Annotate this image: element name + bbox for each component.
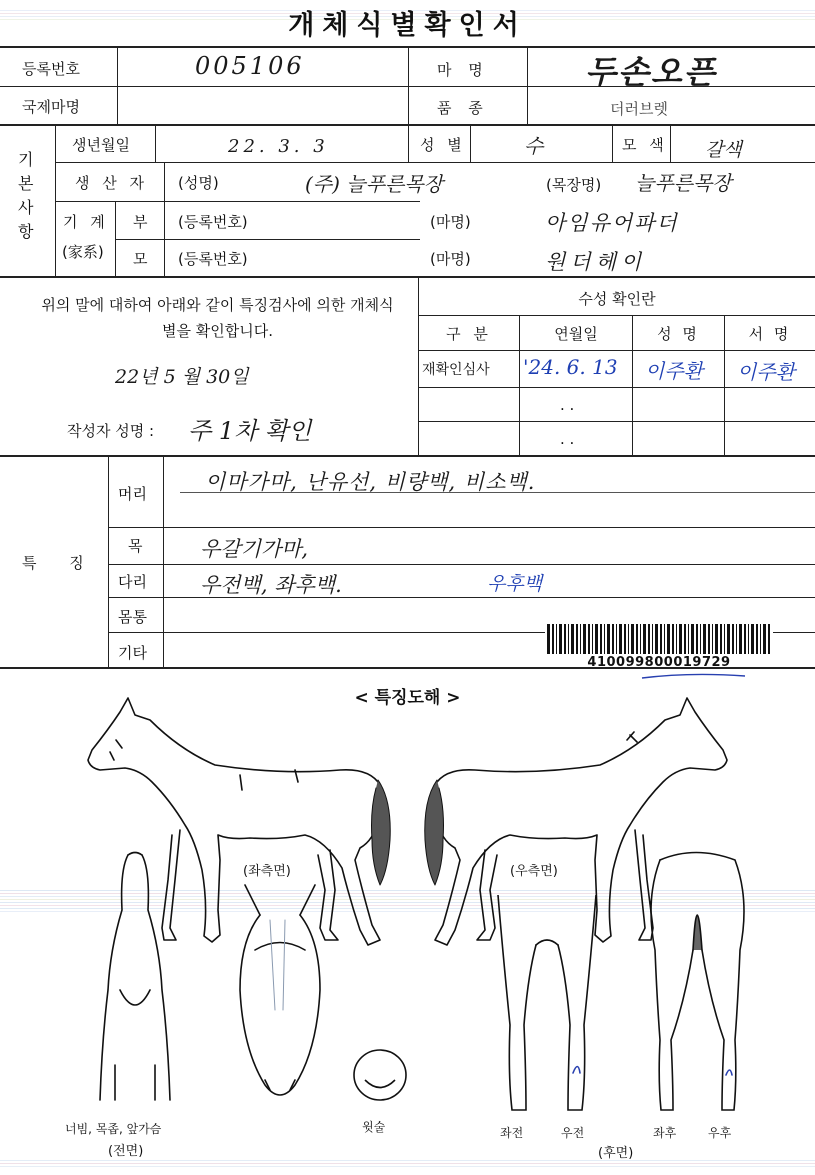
barcode-bar [592, 624, 593, 654]
barcode-bar [736, 624, 737, 654]
dam-reg-label: (등록번호) [178, 250, 248, 268]
leg-label: 다리 [118, 573, 147, 591]
sex-label: 성 별 [420, 136, 466, 154]
breed-label: 품 종 [437, 99, 489, 117]
row-divider [115, 239, 420, 240]
barcode-bar [768, 624, 770, 654]
barcode [545, 624, 773, 654]
barcode-bar [715, 624, 718, 654]
barcode-bar [744, 624, 746, 654]
reg-no-value: 005106 [195, 52, 305, 80]
barcode-bar [564, 624, 566, 654]
col-date-header: 연월일 [554, 325, 598, 343]
dam-name-label: (마명) [430, 250, 471, 268]
barcode-bar [616, 624, 617, 654]
barcode-bar [756, 624, 758, 654]
leg-value-blue: 우후백 [487, 573, 543, 595]
color-label: 모 색 [622, 136, 668, 154]
rear-view-label: (후면) [598, 1146, 634, 1161]
revision-title: 수성 확인란 [578, 290, 656, 308]
front-right-label: 우전 [561, 1126, 585, 1140]
barcode-bar [607, 624, 610, 654]
barcode-bar [688, 624, 689, 654]
barcode-bar [676, 624, 677, 654]
row-divider [0, 276, 815, 278]
diagram-title: < 특징도해 > [354, 688, 461, 708]
barcode-bar [580, 624, 581, 654]
barcode-bar [636, 624, 638, 654]
barcode-bar [624, 624, 626, 654]
horse-name-label: 마 명 [437, 61, 489, 79]
page-title: 개체식별확인서 [288, 10, 527, 41]
row-divider [55, 201, 420, 202]
barcode-bar [679, 624, 682, 654]
barcode-bar [571, 624, 574, 654]
col-divider [670, 125, 671, 163]
barcode-bar [600, 624, 602, 654]
barcode-bar [655, 624, 658, 654]
intl-name-label: 국제마명 [22, 98, 80, 116]
revision-row-date: . . [560, 430, 575, 448]
row-divider [108, 527, 815, 528]
barcode-bar [748, 624, 749, 654]
row-divider [419, 421, 815, 422]
barcode-bar [628, 624, 629, 654]
barcode-bar [732, 624, 734, 654]
left-side-label: (좌측면) [243, 864, 291, 879]
barcode-bar [696, 624, 698, 654]
barcode-bar [604, 624, 605, 654]
row-divider [419, 350, 815, 351]
col-divider [164, 163, 165, 277]
barcode-bar [739, 624, 742, 654]
barcode-bar [568, 624, 569, 654]
col-divider [470, 125, 471, 163]
body-label: 몸통 [118, 608, 147, 626]
barcode-bar [664, 624, 665, 654]
barcode-bar [595, 624, 598, 654]
farm-value: 늘푸른목장 [635, 171, 732, 195]
col-divider [163, 455, 164, 667]
col-divider [55, 125, 56, 277]
head-label: 머리 [118, 485, 147, 503]
barcode-bar [576, 624, 578, 654]
col-divider [408, 46, 409, 163]
producer-label: 생 산 자 [75, 174, 149, 192]
col-divider [155, 125, 156, 163]
col-divider [108, 455, 109, 667]
barcode-bar [760, 624, 761, 654]
row-divider [55, 162, 815, 163]
birth-label: 생년월일 [72, 136, 130, 154]
barcode-bar [727, 624, 730, 654]
revision-row-kind: 재확인심사 [422, 362, 490, 378]
barcode-bar [556, 624, 557, 654]
col-name-header: 성 명 [657, 325, 700, 343]
barcode-bar [660, 624, 662, 654]
sire-label: 부 [133, 213, 148, 231]
revision-row-date: '24. 6. 13 [523, 355, 618, 379]
front-left-label: 좌전 [500, 1126, 524, 1140]
barcode-bar [588, 624, 590, 654]
row-divider [419, 315, 815, 316]
col-sign-header: 서 명 [748, 325, 792, 343]
etc-label: 기타 [118, 644, 147, 662]
barcode-bar [703, 624, 706, 654]
confirm-statement: 위의 말에 대하여 아래와 같이 특징검사에 의한 개체식별을 확인합니다. [41, 296, 394, 340]
col-divider [117, 46, 118, 125]
leg-value: 우전백, 좌후백. [200, 573, 342, 597]
barcode-bar [712, 624, 713, 654]
blue-underline [640, 670, 750, 682]
barcode-bar [708, 624, 710, 654]
barcode-bar [763, 624, 766, 654]
sire-name-label: (마명) [430, 213, 471, 231]
front-legs-figure [488, 895, 608, 1120]
col-divider [115, 201, 116, 277]
col-kind-header: 구 분 [446, 325, 492, 343]
writer-signature: 주 1차 확인 [188, 417, 312, 445]
neck-value: 우갈기가마, [200, 537, 309, 561]
hind-right-label: 우후 [708, 1126, 732, 1140]
rear-figure [640, 840, 755, 1120]
writer-label: 작성자 성명 : [67, 422, 155, 440]
neck-label: 목 [128, 537, 143, 555]
horse-name-value: 두손오픈 [585, 53, 717, 91]
right-side-label: (우측면) [510, 864, 558, 879]
lip-figure [345, 1040, 415, 1110]
basic-section-label: 기본사항 [18, 150, 34, 241]
barcode-bar [667, 624, 670, 654]
barcode-bar [612, 624, 614, 654]
front-head-figure [225, 880, 335, 1110]
birth-value: 22. 3. 3 [228, 136, 329, 157]
row-divider [0, 455, 815, 457]
confirm-date: 22년 5 월 30일 [115, 366, 249, 388]
barcode-bar [691, 624, 694, 654]
barcode-bar [631, 624, 634, 654]
revision-row-date: . . [560, 396, 575, 414]
scan-stripes-bottom [0, 1160, 815, 1169]
row-divider [108, 564, 815, 565]
producer-name-label: (성명) [178, 174, 219, 192]
revision-row-name: 이주환 [645, 359, 703, 383]
barcode-bar [552, 624, 554, 654]
row-divider [419, 387, 815, 388]
barcode-bar [672, 624, 674, 654]
producer-name-value: (주) 늘푸른목장 [305, 172, 443, 196]
farm-label: (목장명) [546, 176, 602, 194]
front-chest-figure [90, 850, 180, 1120]
col-divider [612, 125, 613, 163]
revision-row-sign: 이주환 [737, 360, 795, 384]
barcode-bar [720, 624, 722, 654]
barcode-bar [700, 624, 701, 654]
pedigree-label: 기 계 [63, 213, 109, 231]
pedigree-hanja: (家系) [62, 243, 104, 261]
lip-label: 윗술 [362, 1120, 386, 1134]
breed-value: 더러브렛 [610, 100, 668, 118]
sire-name-value: 아임유어파더 [545, 211, 679, 235]
features-section-label: 특 징 [22, 554, 98, 572]
barcode-bar [547, 624, 550, 654]
reg-no-label: 등록번호 [22, 60, 80, 78]
barcode-bar [648, 624, 650, 654]
barcode-bar [724, 624, 725, 654]
dam-name-value: 원더헤이 [545, 250, 647, 274]
barcode-bar [684, 624, 686, 654]
barcode-bar [751, 624, 754, 654]
barcode-bar [559, 624, 562, 654]
barcode-bar [652, 624, 653, 654]
barcode-bar [640, 624, 641, 654]
dam-label: 모 [133, 250, 148, 268]
front-caption: 너빔, 목좁, 앞가슴 [65, 1122, 162, 1136]
sire-reg-label: (등록번호) [178, 213, 248, 231]
barcode-bar [643, 624, 646, 654]
head-value: 이마가마, 난유선, 비량백, 비소백. [205, 470, 536, 494]
barcode-bar [619, 624, 622, 654]
color-value: 갈색 [705, 139, 742, 161]
col-divider [527, 46, 528, 125]
barcode-bar [583, 624, 586, 654]
barcode-number: 410099800019729 [587, 655, 731, 670]
sex-value: 수 [524, 134, 544, 158]
hind-left-label: 좌후 [653, 1126, 677, 1140]
front-view-label: (전면) [108, 1144, 144, 1159]
barcode-area [545, 624, 773, 654]
